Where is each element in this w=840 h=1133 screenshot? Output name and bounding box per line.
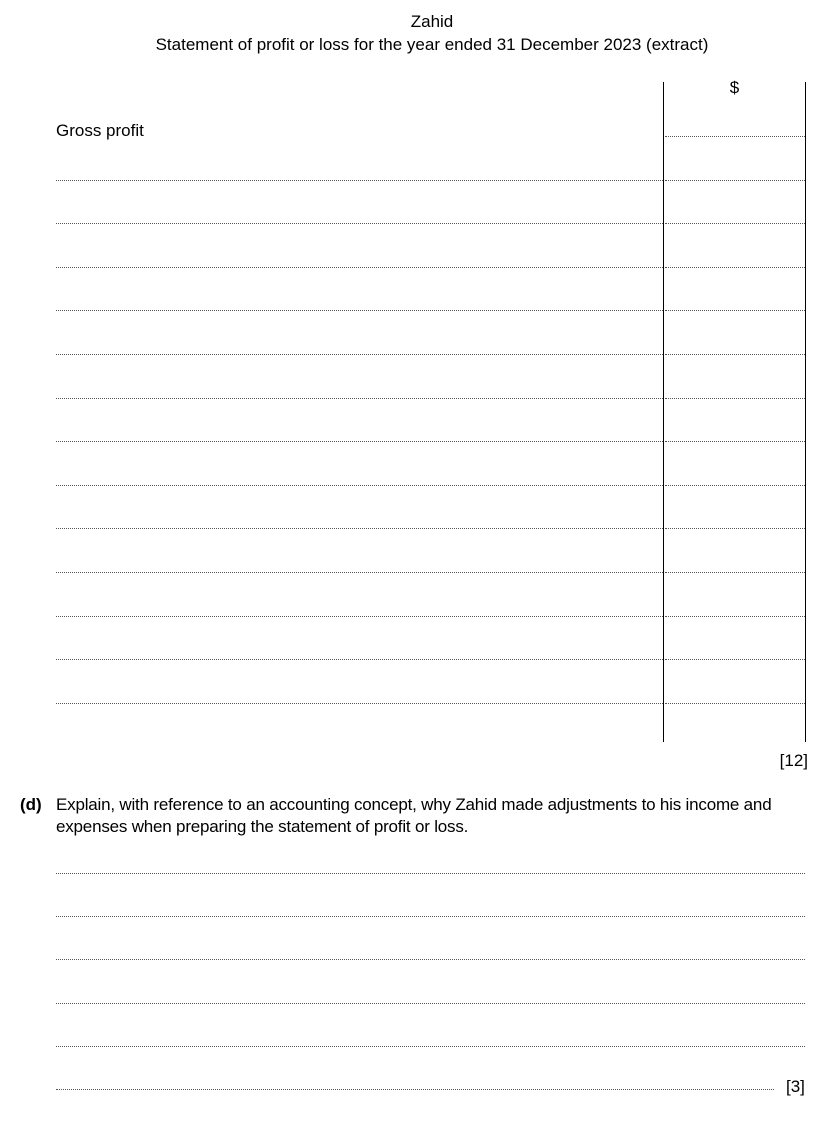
- statement-row-label-line[interactable]: [56, 310, 663, 311]
- statement-row-label-line[interactable]: [56, 180, 663, 181]
- answer-line[interactable]: [56, 1089, 774, 1090]
- answer-line[interactable]: [56, 916, 805, 917]
- statement-row-amount-line[interactable]: [665, 616, 805, 617]
- question-d-label: (d): [20, 795, 42, 814]
- statement-row-label-line[interactable]: [56, 441, 663, 442]
- question-d-marks: [3]: [786, 1077, 805, 1096]
- statement-title: Statement of profit or loss for the year ended 31 December 2023 (extract): [155, 35, 709, 54]
- amount-column-left-rule: [663, 82, 664, 742]
- statement-marks: [12]: [779, 751, 808, 770]
- statement-row-amount-line[interactable]: [665, 398, 805, 399]
- amount-column-right-rule: [805, 82, 806, 742]
- statement-row-label-line[interactable]: [56, 659, 663, 660]
- answer-line[interactable]: [56, 1046, 805, 1047]
- question-d: [20, 794, 820, 838]
- statement-row-label-line[interactable]: [56, 528, 663, 529]
- statement-row-label-line[interactable]: [56, 703, 663, 704]
- statement-row-amount-line[interactable]: [665, 441, 805, 442]
- answer-line[interactable]: [56, 873, 805, 874]
- gross-profit-label: Gross profit: [56, 121, 144, 140]
- statement-row-label-line[interactable]: [56, 485, 663, 486]
- statement-row-amount-line[interactable]: [665, 354, 805, 355]
- statement-owner-name: Zahid: [410, 12, 454, 31]
- answer-line[interactable]: [56, 1003, 805, 1004]
- currency-column-header: $: [729, 78, 740, 97]
- statement-row-amount-line[interactable]: [665, 310, 805, 311]
- statement-row-amount-line[interactable]: [665, 572, 805, 573]
- answer-line[interactable]: [56, 959, 805, 960]
- statement-row-amount-line[interactable]: [665, 703, 805, 704]
- question-d-text: Explain, with reference to an accounting concept, why Zahid made adjustments to his income and expenses when preparing the statement of profit or loss.: [56, 795, 772, 836]
- statement-row-amount-line[interactable]: [665, 528, 805, 529]
- statement-row-label-line[interactable]: [56, 616, 663, 617]
- statement-row-amount-line[interactable]: [665, 180, 805, 181]
- statement-row-label-line[interactable]: [56, 267, 663, 268]
- statement-row-label-line[interactable]: [56, 354, 663, 355]
- statement-row-label-line[interactable]: [56, 398, 663, 399]
- statement-row-amount-line[interactable]: [665, 485, 805, 486]
- statement-row-amount-line[interactable]: [665, 223, 805, 224]
- statement-row-amount-line[interactable]: [665, 267, 805, 268]
- statement-row-label-line[interactable]: [56, 572, 663, 573]
- statement-row-amount-line[interactable]: [665, 659, 805, 660]
- statement-row-amount-line[interactable]: [665, 136, 805, 137]
- statement-row-label-line[interactable]: [56, 223, 663, 224]
